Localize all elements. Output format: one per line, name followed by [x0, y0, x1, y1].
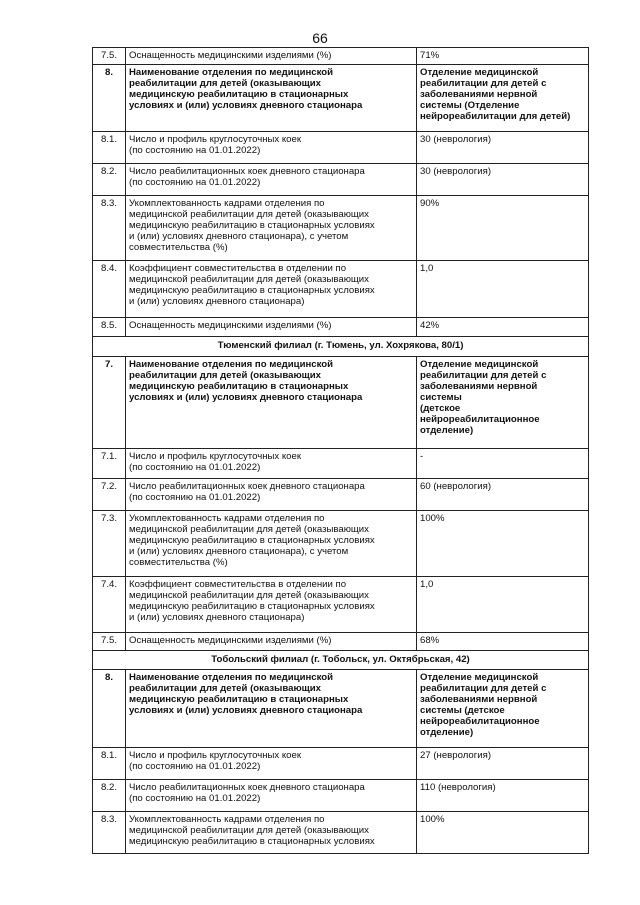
- row-description: Наименование отделения по медицинской реабилитации для детей (оказывающих медицинскую реабилитацию в стационарных условиях и (или) условиях дневного стационара: [126, 670, 417, 748]
- row-value: 60 (неврология): [417, 479, 589, 511]
- table-row: [93, 633, 589, 651]
- row-description: Наименование отделения по медицинской реабилитации для детей (оказывающих медицинскую реабилитацию в стационарных условиях и (или) условиях дневного стационара: [126, 65, 417, 132]
- table-row: [93, 196, 589, 261]
- row-description: Число реабилитационных коек дневного стационара (по состоянию на 01.01.2022): [126, 164, 417, 196]
- row-value: Отделение медицинской реабилитации для детей с заболеваниями нервной системы (Отделение нейрореабилитации для детей): [417, 65, 589, 132]
- row-number: 8.1.: [93, 132, 126, 164]
- row-value: -: [417, 449, 589, 479]
- row-description: Число реабилитационных коек дневного стационара (по состоянию на 01.01.2022): [126, 780, 417, 812]
- row-value: 30 (неврология): [417, 164, 589, 196]
- table-row: [93, 780, 589, 812]
- row-value: 30 (неврология): [417, 132, 589, 164]
- section-header-row: [93, 670, 589, 748]
- branch-heading: Тобольский филиал (г. Тобольск, ул. Октябрьская, 42): [93, 651, 589, 670]
- table-row: [93, 318, 589, 337]
- row-description: Укомплектованность кадрами отделения по медицинской реабилитации для детей (оказывающих медицинскую реабилитацию в стационарных условиях и (или) условиях дневного стационара), с учетом совместительства (%): [126, 511, 417, 577]
- row-value: 110 (неврология): [417, 780, 589, 812]
- row-number: 8.: [93, 65, 126, 132]
- row-value: 1,0: [417, 577, 589, 633]
- row-number: 7.5.: [93, 48, 126, 65]
- row-number: 7.5.: [93, 633, 126, 651]
- page-number: 66: [312, 30, 328, 46]
- row-number: 8.2.: [93, 164, 126, 196]
- row-number: 8.5.: [93, 318, 126, 337]
- table-row: [93, 511, 589, 577]
- table-row: [93, 748, 589, 780]
- row-description: Коэффициент совместительства в отделении по медицинской реабилитации для детей (оказывающих медицинскую реабилитацию в стационарных условиях и (или) условиях дневного стационара): [126, 261, 417, 318]
- rehabilitation-table: [92, 47, 589, 854]
- row-description: Число и профиль круглосуточных коек (по состоянию на 01.01.2022): [126, 132, 417, 164]
- row-value: Отделение медицинской реабилитации для детей с заболеваниями нервной системы (детское нейрореабилитационное отделение): [417, 357, 589, 449]
- table-row: [93, 577, 589, 633]
- row-number: 7.2.: [93, 479, 126, 511]
- row-value: 100%: [417, 812, 589, 854]
- row-value: 27 (неврология): [417, 748, 589, 780]
- table-row: [93, 449, 589, 479]
- row-value: 42%: [417, 318, 589, 337]
- table-row: [93, 261, 589, 318]
- row-description: Число и профиль круглосуточных коек (по состоянию на 01.01.2022): [126, 748, 417, 780]
- row-description: Наименование отделения по медицинской реабилитации для детей (оказывающих медицинскую реабилитацию в стационарных условиях и (или) условиях дневного стационара: [126, 357, 417, 449]
- row-number: 7.4.: [93, 577, 126, 633]
- row-description: Коэффициент совместительства в отделении по медицинской реабилитации для детей (оказывающих медицинскую реабилитацию в стационарных условиях и (или) условиях дневного стационара): [126, 577, 417, 633]
- row-number: 8.3.: [93, 196, 126, 261]
- row-number: 8.3.: [93, 812, 126, 854]
- row-number: 7.3.: [93, 511, 126, 577]
- row-description: Число и профиль круглосуточных коек (по состоянию на 01.01.2022): [126, 449, 417, 479]
- table-row: [93, 48, 589, 65]
- row-value: 100%: [417, 511, 589, 577]
- row-number: 7.1.: [93, 449, 126, 479]
- table-row: [93, 164, 589, 196]
- row-description: Оснащенность медицинскими изделиями (%): [126, 48, 417, 65]
- row-value: 68%: [417, 633, 589, 651]
- branch-heading: Тюменский филиал (г. Тюмень, ул. Хохрякова, 80/1): [93, 337, 589, 357]
- row-value: 71%: [417, 48, 589, 65]
- table-row: [93, 479, 589, 511]
- row-description: Оснащенность медицинскими изделиями (%): [126, 633, 417, 651]
- section-header-row: [93, 357, 589, 449]
- branch-heading-row: [93, 337, 589, 357]
- row-description: Укомплектованность кадрами отделения по медицинской реабилитации для детей (оказывающих медицинскую реабилитацию в стационарных условиях: [126, 812, 417, 854]
- row-description: Укомплектованность кадрами отделения по медицинской реабилитации для детей (оказывающих медицинскую реабилитацию в стационарных условиях и (или) условиях дневного стационара), с учетом совместительства (%): [126, 196, 417, 261]
- section-header-row: [93, 65, 589, 132]
- row-value: 90%: [417, 196, 589, 261]
- row-description: Оснащенность медицинскими изделиями (%): [126, 318, 417, 337]
- row-number: 8.1.: [93, 748, 126, 780]
- row-value: 1,0: [417, 261, 589, 318]
- row-number: 7.: [93, 357, 126, 449]
- row-number: 8.4.: [93, 261, 126, 318]
- table-row: [93, 812, 589, 854]
- table-body: [93, 48, 589, 854]
- branch-heading-row: [93, 651, 589, 670]
- row-number: 8.2.: [93, 780, 126, 812]
- row-number: 8.: [93, 670, 126, 748]
- table-row: [93, 132, 589, 164]
- row-value: Отделение медицинской реабилитации для детей с заболеваниями нервной системы (детское нейрореабилитационное отделение): [417, 670, 589, 748]
- row-description: Число реабилитационных коек дневного стационара (по состоянию на 01.01.2022): [126, 479, 417, 511]
